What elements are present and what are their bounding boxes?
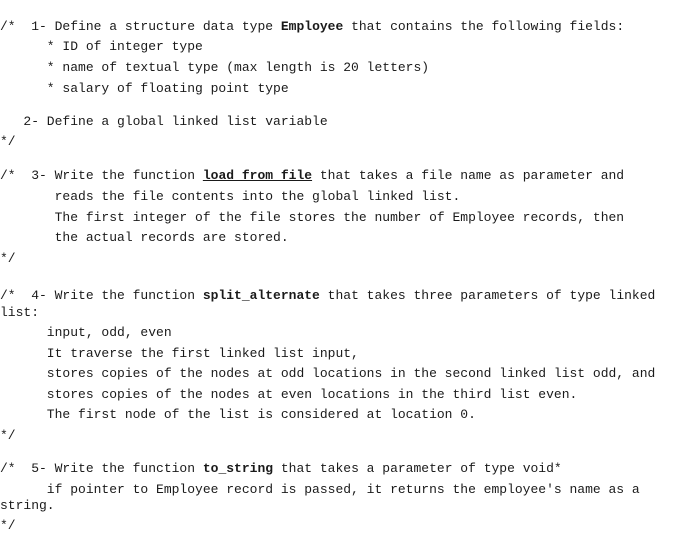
line-text: if pointer to Employee record is passed, it returns the employee's name as a (0, 482, 640, 497)
text-line (0, 305, 39, 321)
line-text: stores copies of the nodes at odd locations in the second linked list odd, and (0, 366, 656, 381)
line-text: * name of textual type (max length is 20 letters) (0, 60, 430, 75)
function-name: split_alternate (202, 288, 320, 303)
line-text: that takes a parameter of type void* (273, 461, 562, 476)
line-text: /* 1- Define a structure data type (0, 19, 281, 34)
line-text: It traverse the first linked list input, (0, 346, 359, 361)
text-line (0, 482, 640, 498)
line-text: that contains the following fields: (343, 19, 625, 34)
line-text: * ID of integer type (0, 39, 203, 54)
line-text: /* 4- Write the function (0, 288, 203, 303)
line-text: */ (0, 428, 16, 443)
line-text: stores copies of the nodes at even locations in the third list even. (0, 387, 578, 402)
line-text: */ (0, 518, 16, 533)
line-text: that takes three parameters of type linked (319, 288, 656, 303)
line-text: that takes a file name as parameter and (312, 168, 625, 183)
text-line (0, 498, 55, 514)
text-line (0, 518, 16, 534)
line-text: /* 3- Write the function (0, 168, 203, 183)
line-text: 2- Define a global linked list variable (0, 114, 328, 129)
text-line (0, 366, 655, 382)
line-text: */ (0, 134, 16, 149)
line-text: reads the file contents into the global linked list. (0, 189, 461, 204)
line-text: the actual records are stored. (0, 230, 289, 245)
text-line (0, 39, 203, 55)
function-name: load_from_file (202, 168, 313, 183)
line-text: The first integer of the file stores the number of Employee records, then (0, 210, 625, 225)
line-text: /* 5- Write the function (0, 461, 203, 476)
line-text: string. (0, 498, 55, 513)
text-line (0, 230, 289, 246)
text-line (0, 407, 476, 423)
text-line (0, 346, 359, 362)
text-line (0, 19, 624, 35)
line-text: */ (0, 251, 16, 266)
text-line (0, 461, 562, 477)
text-line (0, 114, 328, 130)
function-name: to_string (202, 461, 274, 476)
text-line (0, 210, 624, 226)
text-line (0, 134, 16, 150)
line-text: input, odd, even (0, 325, 172, 340)
text-line (0, 288, 655, 304)
text-line (0, 189, 460, 205)
function-name: Employee (280, 19, 344, 34)
line-text: * salary of floating point type (0, 81, 289, 96)
text-line (0, 428, 16, 444)
text-line (0, 168, 624, 184)
line-text: The first node of the list is considered at location 0. (0, 407, 476, 422)
text-line (0, 325, 172, 341)
text-line (0, 81, 289, 97)
text-line (0, 60, 429, 76)
text-line (0, 387, 577, 403)
line-text: list: (0, 305, 40, 320)
text-line (0, 251, 16, 267)
